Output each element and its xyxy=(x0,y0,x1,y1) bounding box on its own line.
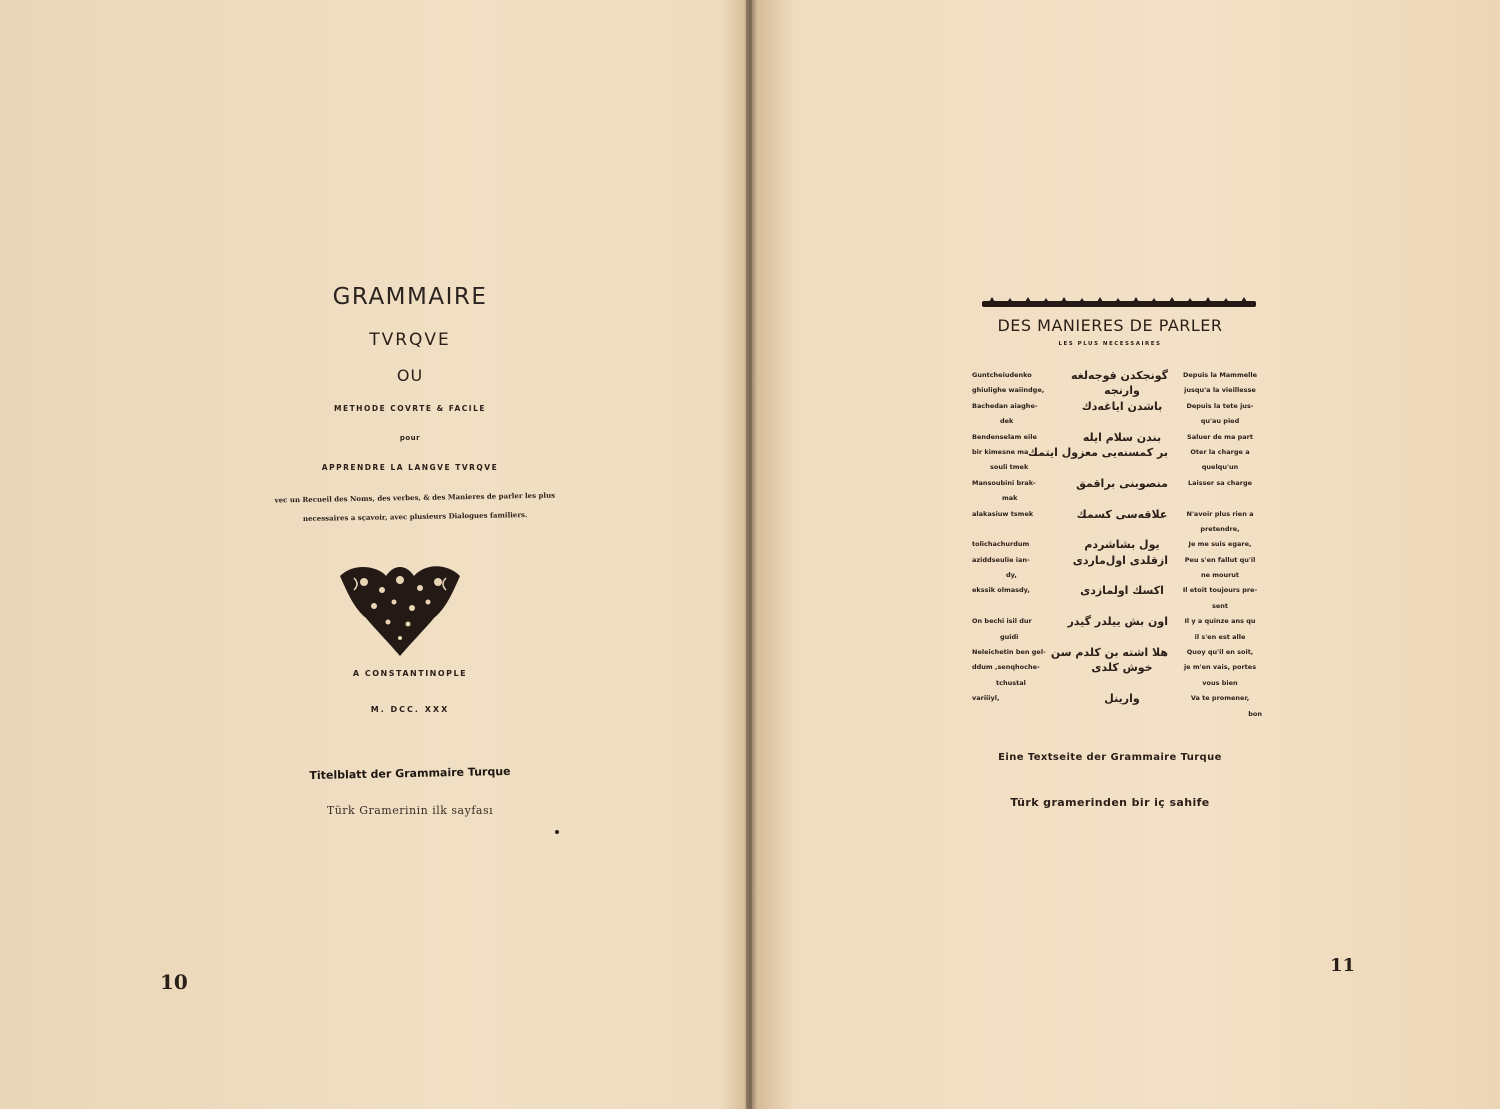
column-line: On bechi isil dur xyxy=(972,617,1032,626)
column-line: qu'au pied xyxy=(1200,417,1240,426)
column-line: Oter la charge a xyxy=(1190,447,1250,456)
column-line: sent xyxy=(1211,601,1228,610)
column-line: Bendenselam eile xyxy=(972,432,1037,441)
column-line: tolichachurdum xyxy=(972,540,1030,549)
column-line: il s'en est alle xyxy=(1194,632,1246,641)
apprendre-line: APPRENDRE LA LANGVE TVRQVE xyxy=(321,463,499,472)
column-line: Quoy qu'il en soit, xyxy=(1186,648,1254,657)
grammaire-title: GRAMMAIRE xyxy=(332,284,488,310)
column-line xyxy=(1076,599,1168,614)
column-line: Mansoubini brak- xyxy=(972,478,1036,487)
column-line xyxy=(1076,414,1168,429)
column-line: je m'en vais, portes xyxy=(1183,663,1257,672)
column-line: Il y a quinze ans qu xyxy=(1184,617,1256,626)
column-line: jusqu'a la vieillesse xyxy=(1184,386,1256,395)
column-line: quelqu'un xyxy=(1201,463,1239,472)
column-line: Depuis la Mammelle xyxy=(1183,371,1257,379)
column-line: ghiulighe waiindge, xyxy=(972,386,1045,395)
column-line: یول بشاشردم xyxy=(1084,538,1160,552)
column-line: ازقلدی اول‌ماردی xyxy=(1072,553,1168,567)
page-number-left: 10 xyxy=(160,970,188,994)
book-spine xyxy=(746,0,752,1109)
caption-german-left: Titelblatt der Grammaire Turque xyxy=(309,764,511,783)
publication-date: M. DCC. XXX xyxy=(370,705,450,714)
column-line: علاقه‌سی کسمك xyxy=(1076,507,1168,521)
column-line: ne mourut xyxy=(1200,571,1240,580)
column-line: گونجکدن قوجه‌لغه xyxy=(1070,369,1168,382)
caption-turkish-left: Türk Gramerinin ilk sayfası xyxy=(326,804,494,817)
column-line xyxy=(1178,491,1262,506)
column-line: bir kimesne ma xyxy=(972,447,1029,456)
column-line: mak xyxy=(1002,494,1018,503)
column-line: اکسك اولمازدی xyxy=(1080,584,1164,598)
column-line xyxy=(1076,522,1168,537)
column-line xyxy=(1076,676,1168,691)
column-line: vous bien xyxy=(1202,678,1238,687)
column-line: Bachedan aiaghe- xyxy=(972,401,1038,410)
column-line: اون بش ییلدر گیدر xyxy=(1067,615,1168,629)
column-line: dy, xyxy=(1006,571,1017,580)
column-line xyxy=(1076,491,1168,506)
column-line: وارینل xyxy=(1104,692,1140,706)
pour-line: pour xyxy=(399,434,421,442)
turque-subtitle: TVRQVE xyxy=(369,330,451,350)
column-line xyxy=(1076,630,1168,645)
column-line xyxy=(972,599,1064,614)
column-line: N'avoir plus rien a xyxy=(1186,509,1254,518)
ottoman-column xyxy=(1027,368,1168,707)
column-line: pretendre, xyxy=(1200,524,1240,533)
methode-line: METHODE COVRTE & FACILE xyxy=(333,404,486,413)
column-line: guidi xyxy=(1000,632,1019,641)
column-line: variiiyl, xyxy=(972,694,1000,703)
column-line: Laisser sa charge xyxy=(1187,478,1253,487)
french-column xyxy=(1178,368,1262,722)
ornament-band-icon xyxy=(982,296,1256,310)
left-page xyxy=(0,0,748,1109)
column-line: ddum ,senqhoche- xyxy=(972,663,1040,672)
caption-german-right: Eine Textseite der Grammaire Turque xyxy=(998,752,1222,763)
column-line: Il etoit toujours pre- xyxy=(1182,586,1258,595)
column-line: بر کمسنه‌یی معزول ایتمك xyxy=(1027,445,1168,459)
column-line: dek xyxy=(1000,417,1014,426)
column-line: Va te promener, xyxy=(1190,694,1250,703)
column-line: Je me suis egare, xyxy=(1188,540,1252,549)
column-line: Neleichetin ben gel- xyxy=(972,648,1046,657)
publication-city: A CONSTANTINOPLE xyxy=(352,669,468,678)
title-paragraph: vec un Recueil des Noms, des verbes, & des Manieres de parler les plus necessaires a sçavoir, avec plusieurs Dialogues familiers. xyxy=(274,490,556,523)
column-line: هلا اشته بن کلدم سن xyxy=(1050,646,1168,660)
ou-word: OU xyxy=(396,366,424,385)
column-line: خوش کلدی xyxy=(1091,661,1153,675)
column-line: منصوبنی براقمق xyxy=(1076,476,1168,490)
ink-dot xyxy=(555,830,559,834)
column-line: Guntcheiudenko xyxy=(972,371,1032,379)
column-line xyxy=(1076,460,1168,475)
column-line: وارنجه xyxy=(1104,384,1140,398)
column-line: alakasiuw tsmek xyxy=(972,509,1034,518)
column-line: Depuis la tete jus- xyxy=(1186,401,1254,410)
column-line: tchustal xyxy=(996,678,1026,687)
column-line: Saluer de ma part xyxy=(1187,432,1253,441)
column-line: souli tmek xyxy=(990,463,1029,472)
text-page-subtitle: LES PLUS NECESSAIRES xyxy=(1058,341,1162,347)
column-line: aziddseulie ian- xyxy=(972,555,1030,564)
column-line: Peu s'en fallut qu'il xyxy=(1184,555,1256,564)
column-line: بندن سلام ایله xyxy=(1082,430,1162,444)
column-line xyxy=(1076,568,1168,583)
column-line xyxy=(972,522,1064,537)
text-page-title: DES MANIERES DE PARLER xyxy=(997,316,1223,335)
floral-ornament-icon xyxy=(334,558,466,658)
column-line: باشدن ایاغه‌دك xyxy=(1081,399,1163,413)
page-number-right: 11 xyxy=(1330,955,1356,976)
caption-turkish-right: Türk gramerinden bir iç sahife xyxy=(1010,796,1210,809)
column-line: ekssik olmasdy, xyxy=(972,586,1030,595)
catchword: bon xyxy=(1248,709,1262,718)
